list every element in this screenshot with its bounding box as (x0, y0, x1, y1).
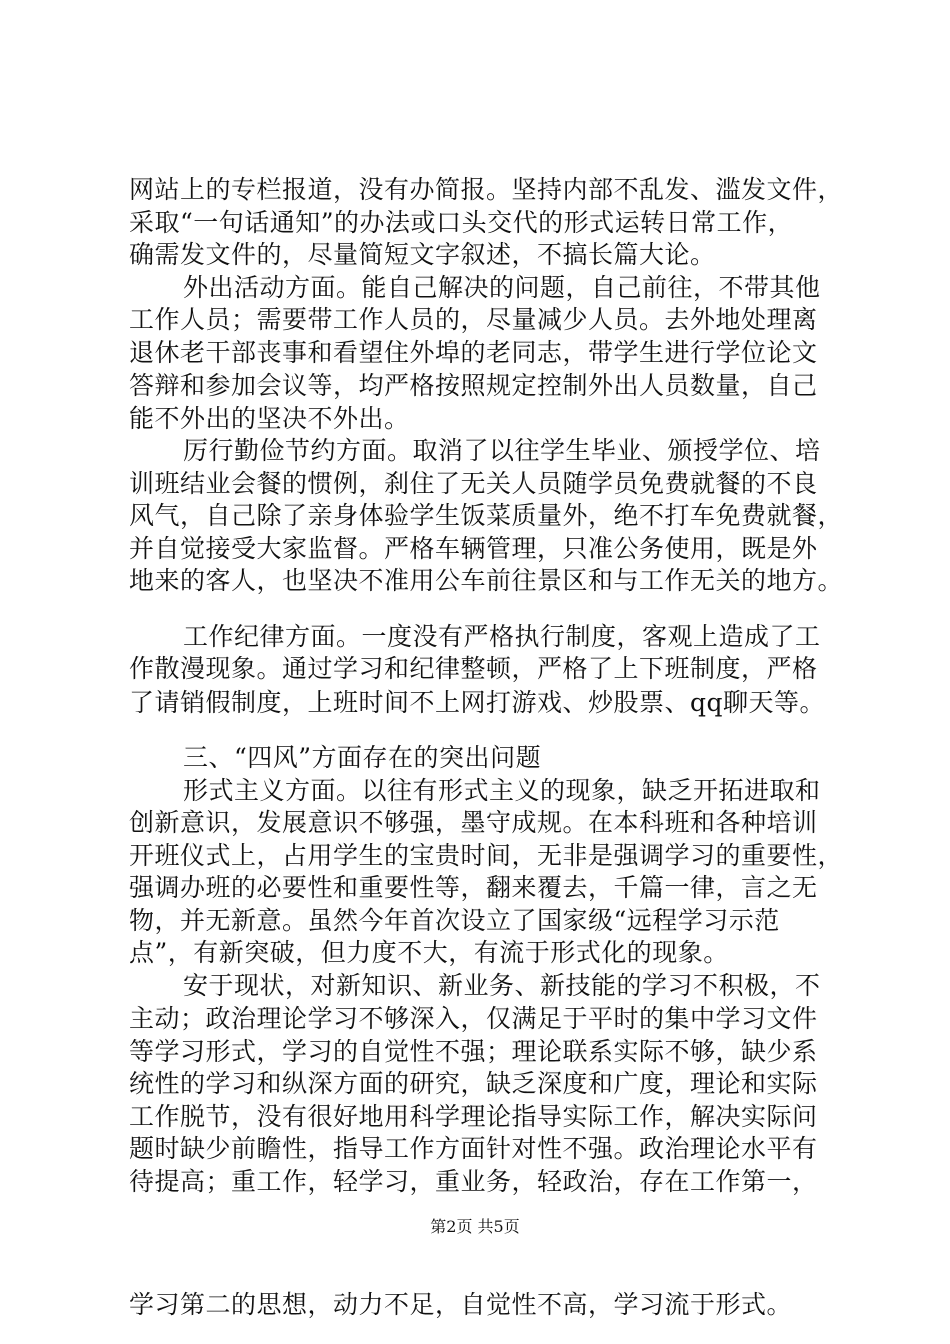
text-line: 厉行勤俭节约方面。取消了以往学生毕业、颁授学位、培 (183, 436, 821, 465)
text-line: 物，并无新意。虽然今年首次设立了国家级“远程学习示范 (129, 906, 780, 935)
text-line: 网站上的专栏报道，没有办简报。坚持内部不乱发、滥发文件， (129, 175, 844, 204)
text-line: 点”，有新突破，但力度不大，有流于形式化的现象。 (129, 938, 729, 967)
text-line: 待提高；重工作，轻学习，重业务，轻政治，存在工作第一， (129, 1167, 818, 1196)
text-line: 训班结业会餐的惯例，刹住了无关人员随学员免费就餐的不良 (129, 469, 818, 498)
text-line: 采取“一句话通知”的办法或口头交代的形式运转日常工作， (129, 208, 794, 237)
text-line: 等学习形式，学习的自觉性不强；理论联系实际不够，缺少系 (129, 1037, 818, 1066)
text-line: 风气，自己除了亲身体验学生饭菜质量外，绝不打车免费就餐， (129, 501, 844, 530)
text-line: 工作人员；需要带工作人员的，尽量减少人员。去外地处理离 (129, 305, 818, 334)
text-line: 外出活动方面。能自己解决的问题，自己前往，不带其他 (183, 273, 821, 302)
text-line: 题时缺少前瞻性，指导工作方面针对性不强。政治理论水平有 (129, 1134, 818, 1163)
text-line: 创新意识，发展意识不够强，墨守成规。在本科班和各种培训 (129, 808, 818, 837)
text-line: 能不外出的坚决不外出。 (129, 404, 410, 433)
text-line: 工作脱节，没有很好地用科学理论指导实际工作，解决实际问 (129, 1102, 818, 1131)
text-line: 形式主义方面。以往有形式主义的现象，缺乏开拓进取和 (183, 776, 821, 805)
text-line: 并自觉接受大家监督。严格车辆管理，只准公务使用，既是外 (129, 534, 818, 563)
text-line: 工作纪律方面。一度没有严格执行制度，客观上造成了工 (183, 622, 821, 651)
text-line: 退休老干部丧事和看望住外埠的老同志，带学生进行学位论文 (129, 338, 818, 367)
text-line: 强调办班的必要性和重要性等，翻来覆去，千篇一律，言之无 (129, 873, 818, 902)
text-line: 确需发文件的，尽量简短文字叙述，不搞长篇大论。 (129, 240, 716, 269)
text-line: 作散漫现象。通过学习和纪律整顿，严格了上下班制度，严格 (129, 654, 818, 683)
text-line: 了请销假制度，上班时间不上网打游戏、炒股票、qq聊天等。 (129, 688, 826, 717)
text-line: 开班仪式上，占用学生的宝贵时间，无非是强调学习的重要性， (129, 841, 844, 870)
text-line: 答辩和参加会议等，均严格按照规定控制外出人员数量，自己 (129, 371, 818, 400)
text-line: 学习第二的思想，动力不足，自觉性不高，学习流于形式。 (129, 1290, 793, 1319)
text-line: 安于现状，对新知识、新业务、新技能的学习不积极，不 (183, 971, 821, 1000)
text-line: 主动；政治理论学习不够深入，仅满足于平时的集中学习文件 (129, 1004, 818, 1033)
section-heading: 三、“四风”方面存在的突出问题 (183, 743, 542, 772)
text-line: 地来的客人，也坚决不准用公车前往景区和与工作无关的地方。 (129, 566, 844, 595)
text-line: 统性的学习和纵深方面的研究，缺乏深度和广度，理论和实际 (129, 1069, 818, 1098)
page-footer: 第2页 共5页 (430, 1217, 520, 1236)
